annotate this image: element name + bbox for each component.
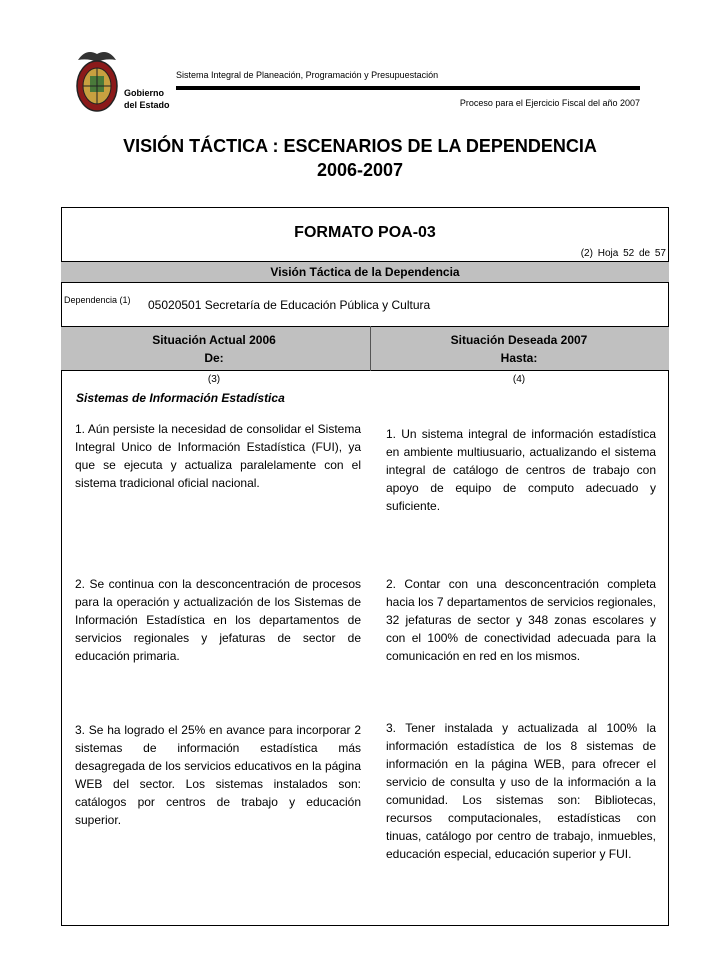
header-rule bbox=[176, 86, 640, 90]
form-code: FORMATO POA-03 bbox=[294, 224, 436, 241]
current-item-2: 2. Se continua con la desconcentración de procesos para la operación y actualización de los Sistemas de Información Estadística en los departamentos de servicios regionales y jefaturas de sector de educación primaria. bbox=[75, 577, 361, 663]
current-situation-header: Situación Actual 2006 De: bbox=[152, 333, 276, 365]
page-reference: (2) Hoja 52 de 57 bbox=[580, 248, 666, 259]
current-item-3: 3. Se ha logrado el 25% en avance para incorporar 2 sistemas de información estadística más desagregada de los servicios educativos en la página WEB del sector. Los sistemas instalados son: catálogos por centros de trabajo y educación superior. bbox=[75, 723, 361, 827]
dependency-label: Dependencia (1) bbox=[64, 295, 131, 305]
state-seal-logo bbox=[72, 46, 122, 116]
dependency-value: 05020501 Secretaría de Educación Pública y Cultura bbox=[148, 298, 431, 312]
section-subtitle: Sistemas de Información Estadística bbox=[76, 391, 285, 405]
page-title: VISIÓN TÁCTICA : ESCENARIOS DE LA DEPENDENCIA 2006-2007 bbox=[123, 136, 597, 180]
system-name: Sistema Integral de Planeación, Programación y Presupuestación bbox=[176, 70, 439, 80]
desired-item-2: 2. Contar con una desconcentración completa hacia los 7 departamentos de servicios regionales, 32 jefaturas de sector y 348 zonas escolares y con el 100% de conectividad adecuada para la comunicación en red en los mismos. bbox=[386, 577, 656, 663]
current-item-1: 1. Aún persiste la necesidad de consolidar el Sistema Integral Unico de Información Estadística (FUI), ya que se ejecuta y actualiza paralelamente con el sistema tradicional oficial nacional. bbox=[75, 422, 361, 490]
government-label: Gobierno del Estado bbox=[124, 88, 170, 110]
desired-situation-header: Situación Deseada 2007 Hasta: bbox=[450, 333, 588, 365]
desired-item-3: 3. Tener instalada y actualizada al 100% la información estadística de los 8 sistemas de información en la página WEB, para ofrecer el servicio de consulta y uso de la información a la comunidad. Los sistemas son: Bibliotecas, recursos computacionales, estadísticas con tinuas, catálogo por centro de trabajo, inmuebles, educación especial, educación superior y FUI. bbox=[386, 721, 656, 861]
fiscal-process: Proceso para el Ejercicio Fiscal del año 2007 bbox=[459, 98, 640, 108]
section-title: Visión Táctica de la Dependencia bbox=[61, 261, 669, 283]
left-column-number: (3) bbox=[207, 374, 221, 385]
desired-item-1: 1. Un sistema integral de información estadística en ambiente multiusuario, actualizando el sistema integral de catálogo de centros de trabajo con apoyo de equipo de computo adecuado y suficiente. bbox=[386, 427, 656, 513]
right-column-number: (4) bbox=[512, 374, 526, 385]
